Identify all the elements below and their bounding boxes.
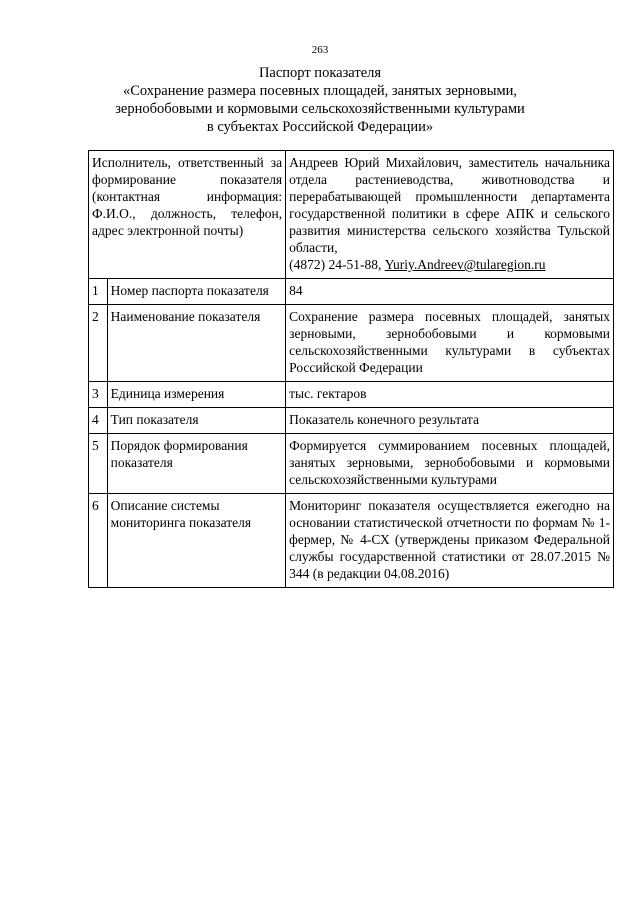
title-line-4: в субъектах Российской Федерации» [206, 119, 434, 135]
table-row [89, 279, 614, 305]
row-value: 84 [286, 279, 614, 305]
passport-table [88, 150, 614, 588]
table-row [89, 434, 614, 494]
row-label: Номер паспорта показателя [107, 279, 285, 305]
row-label: Тип показателя [107, 408, 285, 434]
responsible-label: Исполнитель, ответственный за формирование показателя (контактная информация: Ф.И.О., должность, телефон, адрес электронной почты) [89, 151, 286, 279]
responsible-email-link[interactable]: Yuriy.Andreev@tularegion.ru [384, 257, 546, 272]
table-row [89, 408, 614, 434]
row-number: 5 [89, 434, 108, 494]
row-number: 6 [89, 494, 108, 588]
row-number: 2 [89, 305, 108, 382]
row-number: 3 [89, 382, 108, 408]
row-value: Показатель конечного результата [286, 408, 614, 434]
responsible-value: Андреев Юрий Михайлович, заместитель начальника отдела растениеводства, животноводства и перерабатывающей промышленности департамента государственной политики в сфере АПК и сельского развития министерства сельского хозяйства Тульской области, [289, 155, 610, 255]
row-number: 1 [89, 279, 108, 305]
row-value: Мониторинг показателя осуществляется ежегодно на основании статистической отчетности по формам № 1-фермер, № 4-СХ (утверждены приказом Федеральной службы государственной статистики от 28.07.2015 № 344 (в редакции 04.08.2016) [286, 494, 614, 588]
row-number: 4 [89, 408, 108, 434]
row-label: Единица измерения [107, 382, 285, 408]
page-number: 263 [311, 44, 329, 56]
title-line-3: зернобобовыми и кормовыми сельскохозяйственными культурами [115, 101, 525, 117]
table-row-responsible [89, 151, 614, 279]
responsible-phone: (4872) 24-51-88, [289, 257, 385, 272]
row-value: Формируется суммированием посевных площадей, занятых зерновыми, зернобобовыми и кормовыми сельскохозяйственными культурами [286, 434, 614, 494]
document-title [60, 64, 580, 136]
table-row [89, 494, 614, 588]
table-row [89, 382, 614, 408]
title-line-1: Паспорт показателя [258, 65, 382, 81]
responsible-value-cell [286, 151, 614, 279]
row-label: Порядок формирования показателя [107, 434, 285, 494]
row-value: тыс. гектаров [286, 382, 614, 408]
row-value: Сохранение размера посевных площадей, занятых зерновыми, зернобобовыми и кормовыми сельскохозяйственными культурами в субъектах Российской Федерации [286, 305, 614, 382]
table-row [89, 305, 614, 382]
row-label: Описание системы мониторинга показателя [107, 494, 285, 588]
row-label: Наименование показателя [107, 305, 285, 382]
title-line-2: «Сохранение размера посевных площадей, занятых зерновыми, [122, 83, 518, 99]
